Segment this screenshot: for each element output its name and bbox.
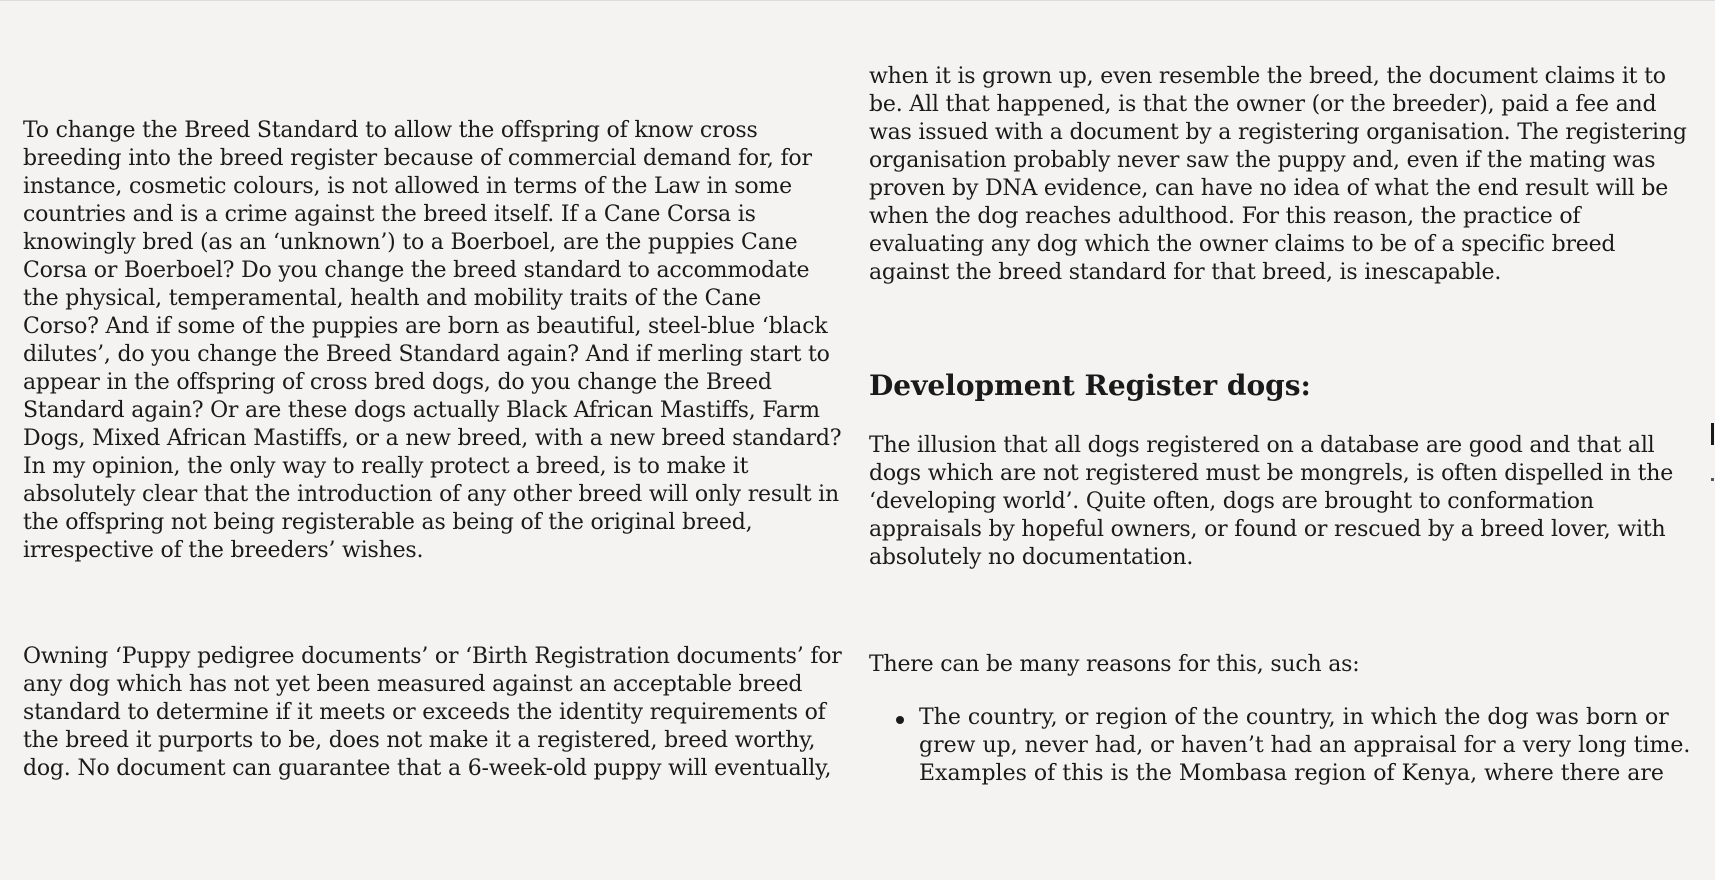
paragraph-reasons-intro: There can be many reasons for this, such as: bbox=[869, 652, 1360, 677]
paragraph-illusion: The illusion that all dogs registered on a database are good and that all dogs which are not registered must be mongrels, is often dispelled in the ‘developing world’. Quite often, dogs are brought to conformation appraisals by hopeful owners, or found or rescued by a breed lover, with absolutely no documentation. bbox=[869, 433, 1674, 570]
section-heading: Development Register dogs: bbox=[869, 369, 1311, 402]
edge-tick bbox=[1711, 478, 1714, 481]
paragraph-continued: when it is grown up, even resemble the breed, the document claims it to be. All that happened, is that the owner (or the breeder), paid a fee and was issued with a document by a registering organisation. The registering organisation probably never saw the puppy and, even if the mating was proven by DNA evidence, can have no idea of what the end result will be when the dog reaches adulthood. For this reason, the practice of evaluating any dog which the owner claims to be of a specific breed against the breed standard for that breed, is inescapable. bbox=[869, 64, 1687, 285]
paragraph-breed-standard: To change the Breed Standard to allow the offspring of know cross breeding into the breed register because of commercial demand for, for instance, cosmetic colours, is not allowed in terms of the Law in some countries and is a crime against the breed itself. If a Cane Corsa is knowingly bred (as an ‘unknown’) to a Boerboel, are the puppies Cane Corsa or Boerboel? Do you change the breed standard to accommodate the physical, temperamental, health and mobility traits of the Cane Corso? And if some of the puppies are born as beautiful, steel-blue ‘black dilutes’, do you change the Breed Standard again? And if merling start to appear in the offspring of cross bred dogs, do you change the Breed Standard again? Or are these dogs actually Black African Mastiffs, Farm Dogs, Mixed African Mastiffs, or a new breed, with a new breed standard? In my opinion, the only way to really protect a breed, is to make it absolutely clear that the introduction of any other breed will only result in the offspring not being registerable as being of the original breed, irrespective of the breeders’ wishes. bbox=[23, 118, 842, 563]
list-item bbox=[919, 704, 1699, 788]
bullet-icon bbox=[896, 716, 904, 724]
reasons-list bbox=[869, 704, 1699, 788]
top-border bbox=[0, 0, 1715, 1]
text-cursor-icon bbox=[1711, 423, 1714, 445]
list-item-text: The country, or region of the country, in which the dog was born or grew up, never had, or haven’t had an appraisal for a very long time. Examples of this is the Mombasa region of Kenya, where there are bbox=[919, 705, 1691, 786]
paragraph-puppy-documents: Owning ‘Puppy pedigree documents’ or ‘Birth Registration documents’ for any dog which has not yet been measured against an acceptable breed standard to determine if it meets or exceeds the identity requirements of the breed it purports to be, does not make it a registered, breed worthy, dog. No document can guarantee that a 6-week-old puppy will eventually, bbox=[23, 644, 842, 781]
